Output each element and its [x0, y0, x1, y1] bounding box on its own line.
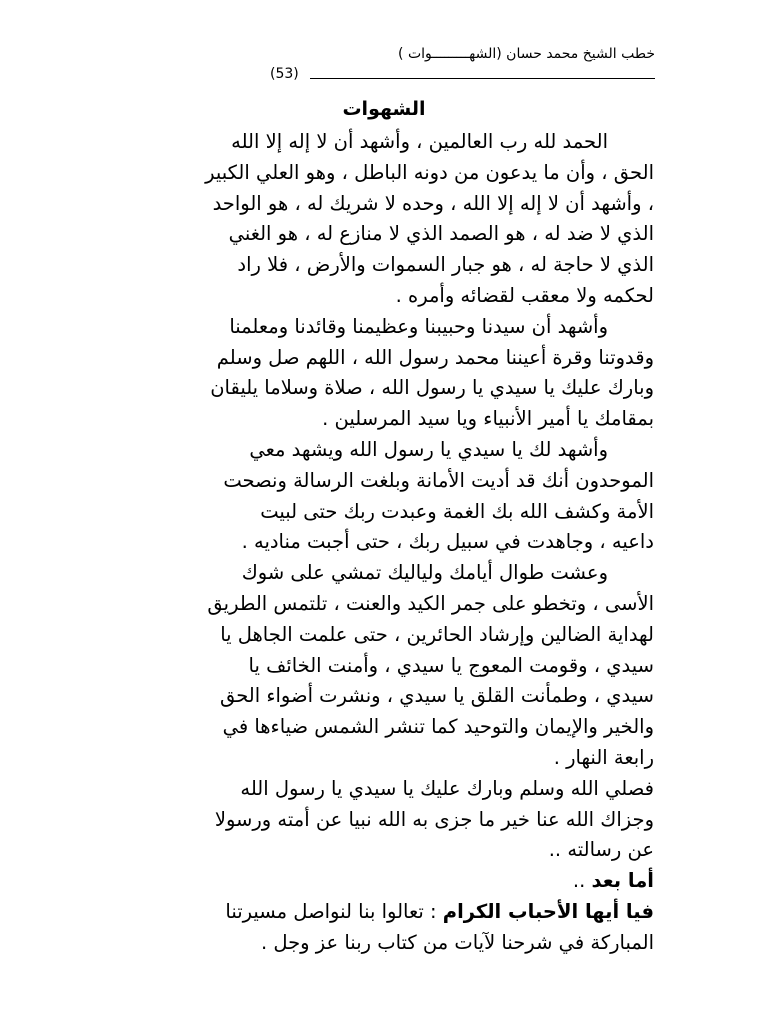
header-title: خطب الشيخ محمد حسان (الشهـــــــــوات ) [398, 46, 655, 62]
text-line: الذي لا ضد له ، هو الصمد الذي لا منازع له ، هو الغني [228, 222, 654, 246]
text-line: لهداية الضالين وإرشاد الحائرين ، حتى علمت الجاهل يا [220, 622, 654, 646]
text-line: المباركة في شرحنا لآيات من كتاب ربنا عز وجل . [260, 930, 654, 954]
ahbab-rest: : تعالوا بنا لنواصل مسيرتنا [225, 899, 443, 923]
text-line: بمقامك يا أمير الأنبياء ويا سيد المرسلين . [322, 407, 654, 431]
text-line: ، وأشهد أن لا إله إلا الله ، وحده لا شريك له ، هو الواحد [212, 191, 654, 215]
text-line: عن رسالته .. [548, 838, 654, 862]
sermon-body [118, 127, 654, 959]
text-line: وأشهد أن سيدنا وحبيبنا وعظيمنا وقائدنا ومعلمنا [229, 314, 608, 338]
page-number: (53) [270, 66, 299, 82]
text-line: الأمة وكشف الله بك الغمة وعبدت ربك حتى لبيت [260, 499, 654, 523]
text-line: وأشهد لك يا سيدي يا رسول الله ويشهد معي [249, 437, 608, 461]
amma-bad-rest: .. [572, 869, 592, 893]
text-line: داعيه ، وجاهدت في سبيل ربك ، حتى أجبت مناديه . [241, 530, 654, 554]
text-line: وقدوتنا وقرة أعيننا محمد رسول الله ، اللهم صل وسلم [216, 345, 654, 369]
ahbab-bold: فيا أيها الأحباب الكرام [442, 899, 654, 923]
running-header [270, 44, 655, 88]
text-line: الأسى ، وتخطو على جمر الكيد والعنت ، تلتمس الطريق [207, 591, 654, 615]
text-line: الموحدون أنك قد أديت الأمانة وبلغت الرسالة ونصحت [223, 468, 654, 492]
header-rule [310, 78, 655, 79]
text-line: الحمد لله رب العالمين ، وأشهد أن لا إله إلا الله [231, 130, 608, 153]
text-line: رابعة النهار . [553, 745, 654, 769]
ahbab-line [118, 897, 654, 928]
text-line: الذي لا حاجة له ، هو جبار السموات والأرض ، فلا راد [237, 253, 654, 277]
text-line: لحكمه ولا معقب لقضائه وأمره . [395, 283, 654, 307]
sermon-title: الشهوات [342, 98, 426, 120]
amma-bad-bold: أما بعد [591, 869, 654, 893]
text-line: وعشت طوال أيامك ولياليك تمشي على شوك [241, 561, 608, 585]
text-line: سيدي ، وقومت المعوج يا سيدي ، وأمنت الخائف يا [248, 653, 654, 677]
text-line: والخير والإيمان والتوحيد كما تنشر الشمس ضياءها في [222, 715, 654, 739]
text-line: الحق ، وأن ما يدعون من دونه الباطل ، وهو العلي الكبير [205, 160, 654, 184]
text-line: فصلي الله وسلم وبارك عليك يا سيدي يا رسول الله [240, 776, 654, 800]
amma-bad-line [118, 866, 654, 897]
text-line: سيدي ، وطمأنت القلق يا سيدي ، ونشرت أضواء الحق [219, 684, 654, 708]
text-line: وجزاك الله عنا خير ما جزى به الله نبيا عن أمته ورسولا [214, 807, 654, 831]
text-line: وبارك عليك يا سيدي يا رسول الله ، صلاة وسلاما يليقان [210, 376, 654, 400]
